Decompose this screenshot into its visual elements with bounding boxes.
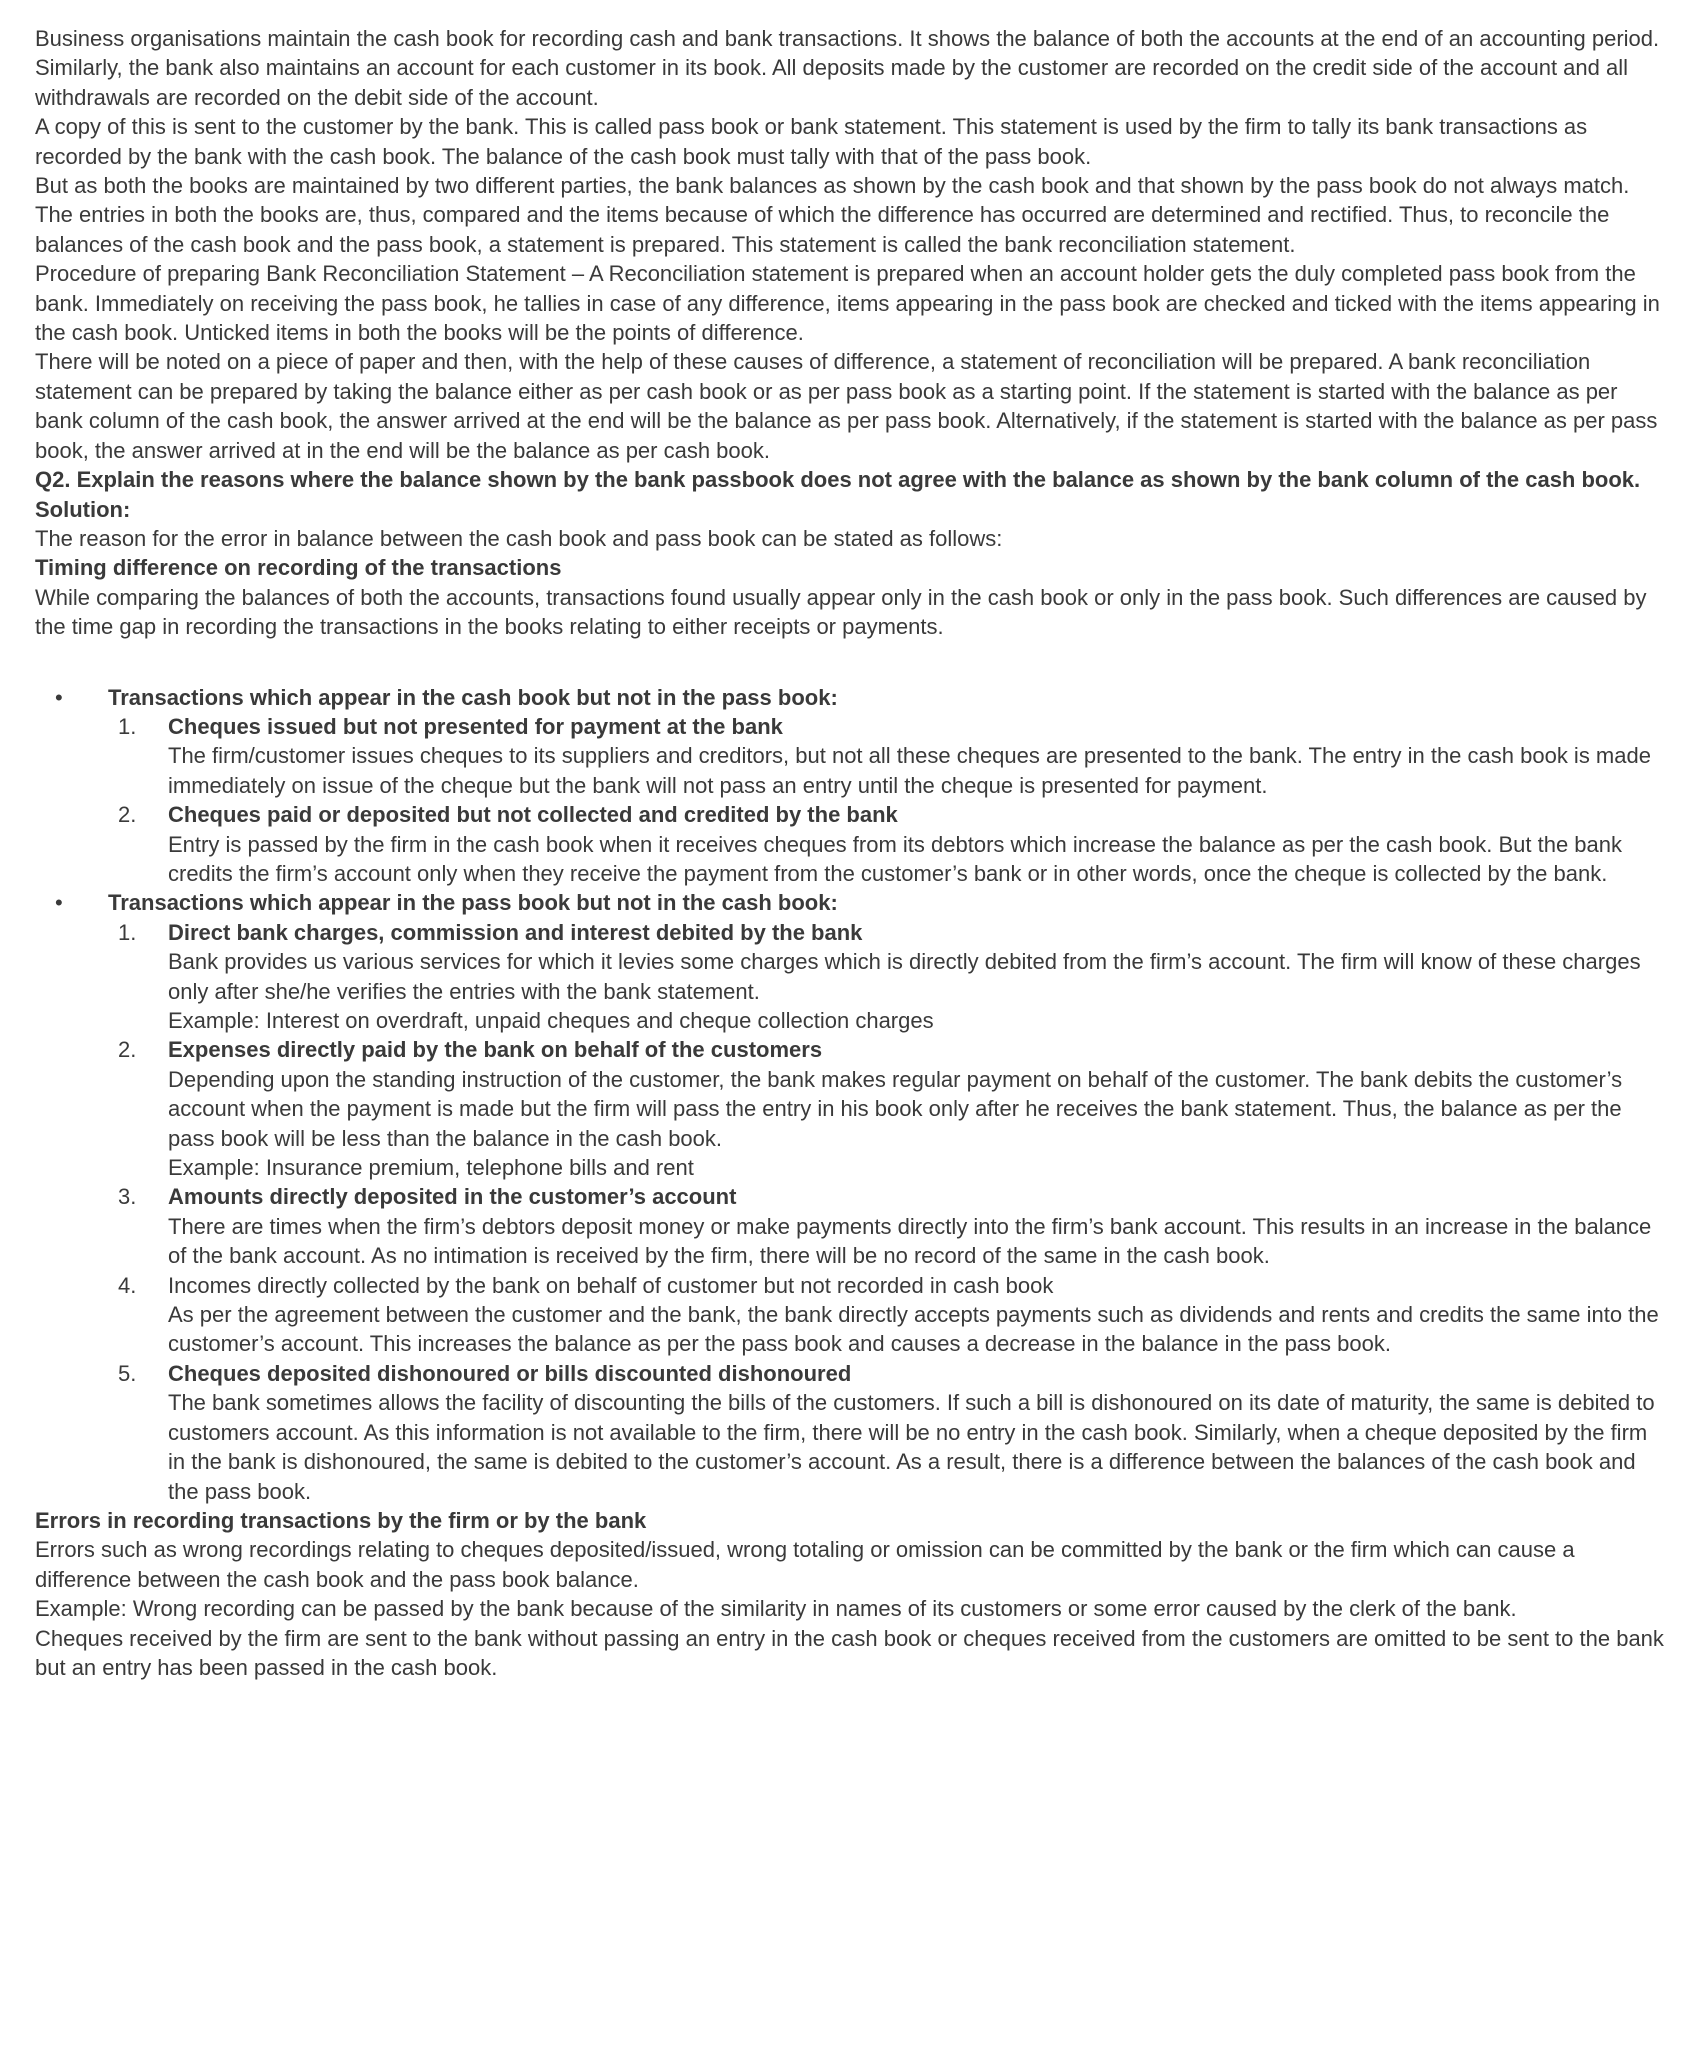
- list-item-example: Example: Insurance premium, telephone bills and rent: [168, 1155, 694, 1181]
- intro-paragraph-1: Business organisations maintain the cash book for recording cash and bank transactions. It shows the balance of both the accounts at the end of an accounting period.: [35, 26, 1660, 51]
- list-item-body: As per the agreement between the customer and the bank, the bank directly accepts payments such as dividends and rents and credits the same into the customer’s account. This increases the balance as per the pass book and causes a decrease in the balance in the pass book.: [168, 1302, 1659, 1357]
- list-item-body: There are times when the firm’s debtors deposit money or make payments directly into the firm’s bank account. This results in an increase in the balance of the bank account. As no intimation is received by the firm, there will be no record of the same in the cash book.: [168, 1213, 1652, 1269]
- list-item-number: 1.: [118, 713, 137, 739]
- list-item-title: Expenses directly paid by the bank on behalf of the customers: [168, 1037, 823, 1063]
- list-item-body: Bank provides us various services for which it levies some charges which is directly debited from the firm’s account. The firm will know of these charges only after she/he verifies the entries with the bank statement.: [168, 949, 1641, 1004]
- pass-book-list-heading: Transactions which appear in the pass book but not in the cash book:: [108, 890, 838, 916]
- reconciliation-note-paragraph: There will be noted on a piece of paper and then, with the help of these causes of difference, a statement of reconciliation will be prepared. A bank reconciliation statement can be prepared by taking the balance either as per cash book or as per pass book as a starting point. If the statement is started with the balance as per bank column of the cash book, the answer arrived at the end will be the balance as per pass book. Alternatively, if the statement is started with the balance as per pass book, the answer arrived at in the end will be the balance as per cash book.: [35, 349, 1658, 463]
- list-item-body: Entry is passed by the firm in the cash book when it receives cheques from its debtors which increase the balance as per the cash book. But the bank credits the firm’s account only when they receive the payment from the customer’s bank or in other words, once the cheque is collected by the bank.: [168, 831, 1623, 886]
- list-item-title: Cheques paid or deposited but not collected and credited by the bank: [168, 802, 898, 828]
- list-item-number: 4.: [118, 1272, 137, 1298]
- errors-body: Errors such as wrong recordings relating to cheques deposited/issued, wrong totaling or omission can be committed by the bank or the firm which can cause a difference between the cash book and the pass book balance.: [35, 1537, 1575, 1592]
- list-item-body: Depending upon the standing instruction of the customer, the bank makes regular payment on behalf of the customer. The bank debits the customer’s account when the payment is made but the firm will pass the entry in his book only after he receives the bank statement. Thus, the balance as per the pass book will be less than the balance in the cash book.: [168, 1066, 1623, 1151]
- list-item-title: Incomes directly collected by the bank on behalf of customer but not recorded in cash book: [168, 1272, 1054, 1298]
- list-item-number: 1.: [118, 919, 137, 945]
- list-item-number: 5.: [118, 1360, 137, 1386]
- errors-heading: Errors in recording transactions by the firm or by the bank: [35, 1507, 647, 1533]
- cash-book-list-heading-row: [55, 683, 1665, 712]
- list-item-pass-5: [118, 1359, 1665, 1506]
- list-item-title: Direct bank charges, commission and interest debited by the bank: [168, 919, 863, 945]
- list-item-title: Cheques deposited dishonoured or bills discounted dishonoured: [168, 1360, 852, 1386]
- list-item-example: Example: Interest on overdraft, unpaid cheques and cheque collection charges: [168, 1008, 934, 1033]
- procedure-paragraph: Procedure of preparing Bank Reconciliation Statement – A Reconciliation statement is prepared when an account holder gets the duly completed pass book from the bank. Immediately on receiving the pass book, he tallies in case of any difference, items appearing in the pass book are checked and ticked with the items appearing in the cash book. Unticked items in both the books will be the points of difference.: [35, 261, 1660, 346]
- timing-difference-heading: Timing difference on recording of the transactions: [35, 555, 562, 581]
- cash-book-list-heading: Transactions which appear in the cash book but not in the pass book:: [108, 684, 838, 710]
- list-item-cash-1: [118, 712, 1665, 800]
- solution-intro: The reason for the error in balance between the cash book and pass book can be stated as follows:: [35, 525, 1003, 551]
- bullet-icon: •: [55, 890, 63, 916]
- list-item-title: Amounts directly deposited in the customer’s account: [168, 1184, 737, 1210]
- list-item-body: The bank sometimes allows the facility of discounting the bills of the customers. If such a bill is dishonoured on its date of maturity, the same is debited to customers account. As this information is not available to the firm, there will be no entry in the cash book. Similarly, when a cheque deposited by the firm in the bank is dishonoured, the same is debited to the customer’s account. As a result, there is a difference between the balances of the cash book and the pass book.: [168, 1390, 1655, 1504]
- pass-book-list-heading-row: [55, 888, 1665, 917]
- question-q2: Q2. Explain the reasons where the balance shown by the bank passbook does not agree with the balance as shown by the bank column of the cash book.: [35, 467, 1641, 493]
- list-item-pass-1: [118, 918, 1665, 1036]
- intro-paragraph-3: A copy of this is sent to the customer by the bank. This is called pass book or bank statement. This statement is used by the firm to tally its bank transactions as recorded by the bank with the cash book. The balance of the cash book must tally with that of the pass book.: [35, 114, 1588, 169]
- closing-paragraph: Cheques received by the firm are sent to the bank without passing an entry in the cash book or cheques received from the customers are omitted to be sent to the bank but an entry has been passed in the cash book.: [35, 1625, 1664, 1680]
- list-item-pass-2: [118, 1035, 1665, 1182]
- list-item-title: Cheques issued but not presented for payment at the bank: [168, 713, 783, 739]
- list-item-pass-3: [118, 1182, 1665, 1270]
- list-item-pass-4: [118, 1271, 1665, 1359]
- intro-paragraph-4: But as both the books are maintained by two different parties, the bank balances as shown by the cash book and that shown by the pass book do not always match. The entries in both the books are, thus, compared and the items because of which the difference has occurred are determined and rectified. Thus, to reconcile the balances of the cash book and the pass book, a statement is prepared. This statement is called the bank reconciliation statement.: [35, 173, 1630, 257]
- list-item-cash-2: [118, 800, 1665, 888]
- errors-example: Example: Wrong recording can be passed by the bank because of the similarity in names of its customers or some error caused by the clerk of the bank.: [35, 1596, 1517, 1622]
- bullet-icon: •: [55, 684, 63, 710]
- list-item-number: 2.: [118, 802, 137, 828]
- list-item-number: 3.: [118, 1184, 137, 1210]
- solution-label: Solution:: [35, 496, 131, 522]
- timing-difference-body: While comparing the balances of both the accounts, transactions found usually appear only in the cash book or only in the pass book. Such differences are caused by the time gap in recording the transactions in the books relating to either receipts or payments.: [35, 584, 1647, 640]
- list-item-body: The firm/customer issues cheques to its suppliers and creditors, but not all these cheques are presented to the bank. The entry in the cash book is made immediately on issue of the cheque but the bank will not pass an entry until the cheque is presented for payment.: [168, 743, 1651, 798]
- list-item-number: 2.: [118, 1037, 137, 1063]
- intro-paragraph-2: Similarly, the bank also maintains an account for each customer in its book. All deposits made by the customer are recorded on the credit side of the account and all withdrawals are recorded on the debit side of the account.: [35, 55, 1629, 110]
